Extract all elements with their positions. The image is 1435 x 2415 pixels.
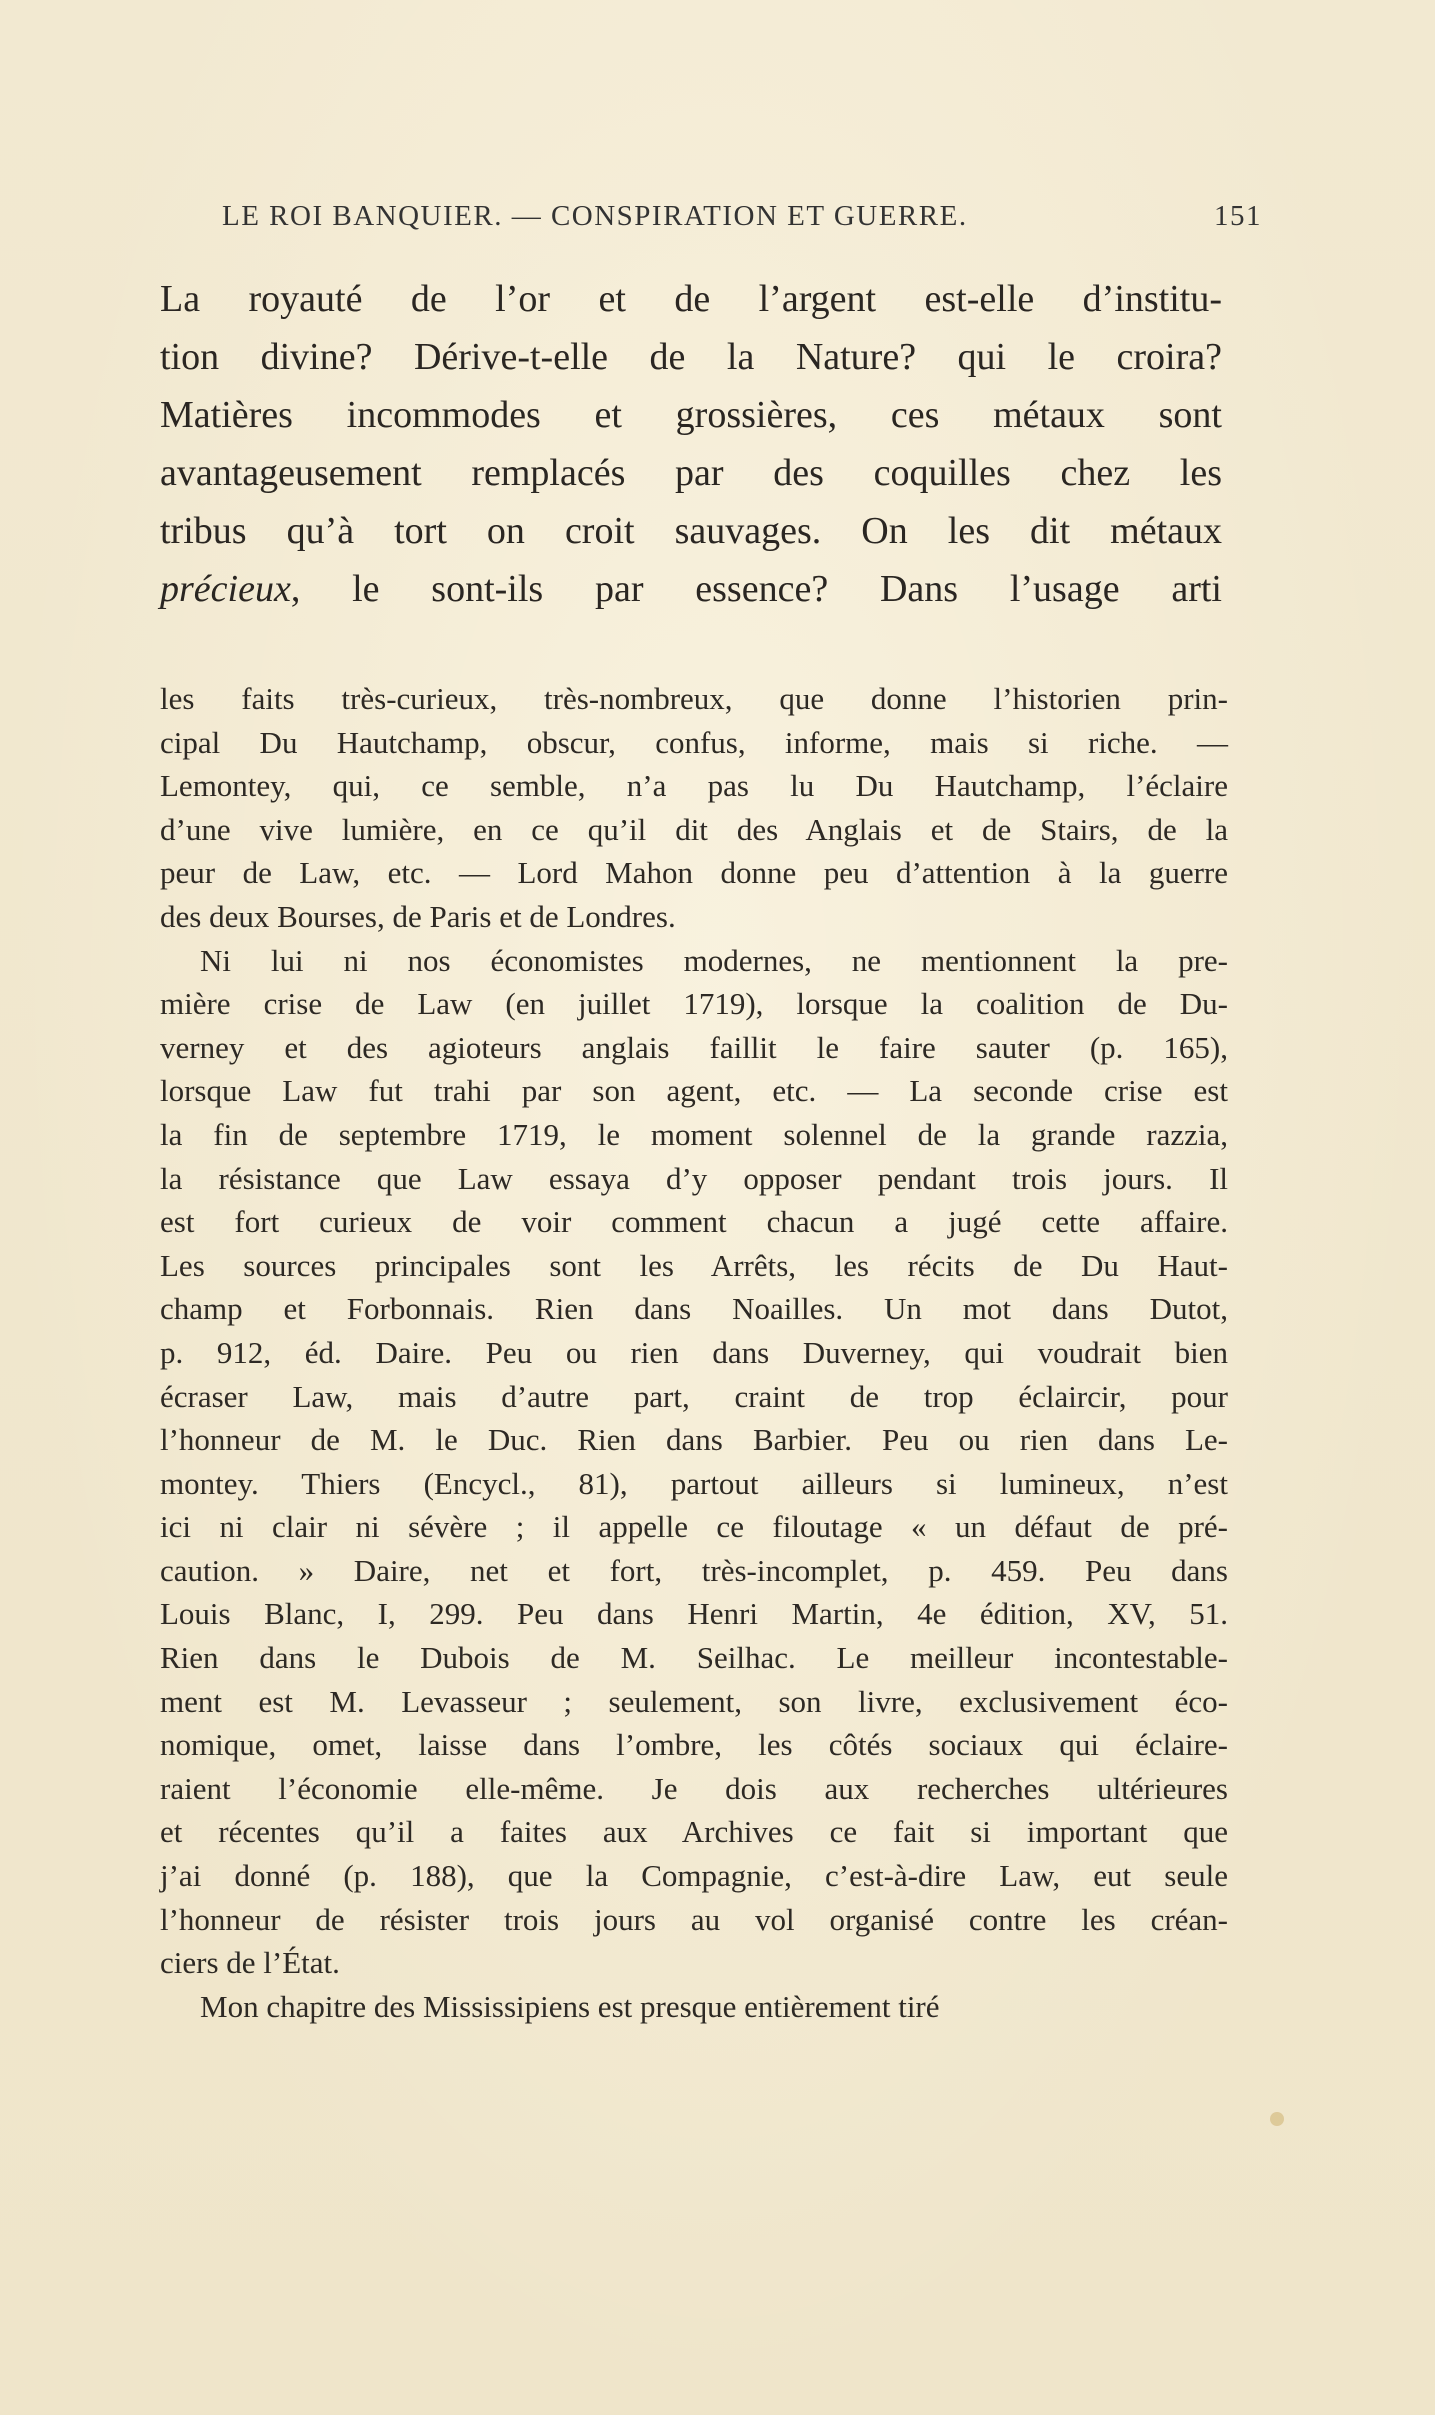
note-line: des deux Bourses, de Paris et de Londres. — [160, 898, 676, 934]
note-line: Ni lui ni nos économistes modernes, ne mentionnent la pre- — [200, 942, 1228, 978]
italic-word: précieux — [160, 568, 291, 610]
main-text-line: tion divine? Dérive-t-elle de la Nature? qui le croira? — [160, 336, 1222, 378]
main-text-line: tribus qu’à tort on croit sauvages. On les dit métaux — [160, 510, 1222, 552]
main-text-line: La royauté de l’or et de l’argent est-elle d’institu- — [160, 278, 1222, 320]
note-line: j’ai donné (p. 188), que la Compagnie, c’est-à-dire Law, eut seule — [160, 1858, 1228, 1894]
note-line: ici ni clair ni sévère ; il appelle ce filoutage « un défaut de pré- — [160, 1509, 1228, 1545]
note-line: cipal Du Hautchamp, obscur, confus, informe, mais si riche. — — [160, 724, 1228, 760]
note-line: mière crise de Law (en juillet 1719), lorsque la coalition de Du- — [160, 986, 1228, 1022]
note-line: ment est M. Levasseur ; seulement, son livre, exclusivement éco- — [160, 1683, 1228, 1719]
paper-stain — [1270, 2112, 1284, 2126]
note-line: Les sources principales sont les Arrêts, les récits de Du Haut- — [160, 1247, 1228, 1283]
main-text-line: avantageusement remplacés par des coquilles chez les — [160, 452, 1222, 494]
main-text — [160, 270, 1222, 618]
note-line: raient l’économie elle-même. Je dois aux recherches ultérieures — [160, 1770, 1228, 1806]
note-line: l’honneur de résister trois jours au vol organisé contre les créan- — [160, 1901, 1228, 1937]
note-line: écraser Law, mais d’autre part, craint de trop éclaircir, pour — [160, 1378, 1228, 1414]
running-head — [222, 200, 1262, 240]
running-head-title: LE ROI BANQUIER. — CONSPIRATION ET GUERRE. — [222, 200, 968, 232]
note-line: nomique, omet, laisse dans l’ombre, les côtés sociaux qui éclaire- — [160, 1727, 1228, 1763]
note-line: est fort curieux de voir comment chacun a jugé cette affaire. — [160, 1204, 1228, 1240]
note-line: Mon chapitre des Mississipiens est presque entièrement tiré — [200, 1988, 940, 2024]
note-line: la fin de septembre 1719, le moment solennel de la grande razzia, — [160, 1116, 1228, 1152]
note-line: la résistance que Law essaya d’y opposer pendant trois jours. Il — [160, 1160, 1228, 1196]
note-line: champ et Forbonnais. Rien dans Noailles. Un mot dans Dutot, — [160, 1291, 1228, 1327]
note-line: caution. » Daire, net et fort, très-incomplet, p. 459. Peu dans — [160, 1552, 1228, 1588]
note-line: l’honneur de M. le Duc. Rien dans Barbier. Peu ou rien dans Le- — [160, 1422, 1228, 1458]
note-line: p. 912, éd. Daire. Peu ou rien dans Duverney, qui voudrait bien — [160, 1334, 1228, 1370]
note-line: lorsque Law fut trahi par son agent, etc. — La seconde crise est — [160, 1073, 1228, 1109]
note-line: Lemontey, qui, ce semble, n’a pas lu Du Hautchamp, l’éclaire — [160, 768, 1228, 804]
page-number: 151 — [1214, 200, 1262, 232]
note-line: et récentes qu’il a faites aux Archives ce fait si important que — [160, 1814, 1228, 1850]
footnote-block — [160, 677, 1228, 2028]
note-line: les faits très-curieux, très-nombreux, que donne l’historien prin- — [160, 681, 1228, 716]
note-line: ciers de l’État. — [160, 1945, 340, 1981]
note-line: Louis Blanc, I, 299. Peu dans Henri Martin, 4e édition, XV, 51. — [160, 1596, 1228, 1632]
note-line: peur de Law, etc. — Lord Mahon donne peu d’attention à la guerre — [160, 855, 1228, 891]
note-line: Rien dans le Dubois de M. Seilhac. Le meilleur incontestable- — [160, 1640, 1228, 1676]
main-text-line: Matières incommodes et grossières, ces métaux sont — [160, 394, 1222, 436]
note-line: montey. Thiers (Encycl., 81), partout ailleurs si lumineux, n’est — [160, 1465, 1228, 1501]
main-text-line-italic-start — [160, 560, 1222, 618]
main-text-line-rest: , le sont-ils par essence? Dans l’usage arti — [290, 568, 1222, 610]
note-line: verney et des agioteurs anglais faillit le faire sauter (p. 165), — [160, 1029, 1228, 1065]
note-line: d’une vive lumière, en ce qu’il dit des Anglais et de Stairs, de la — [160, 811, 1228, 847]
